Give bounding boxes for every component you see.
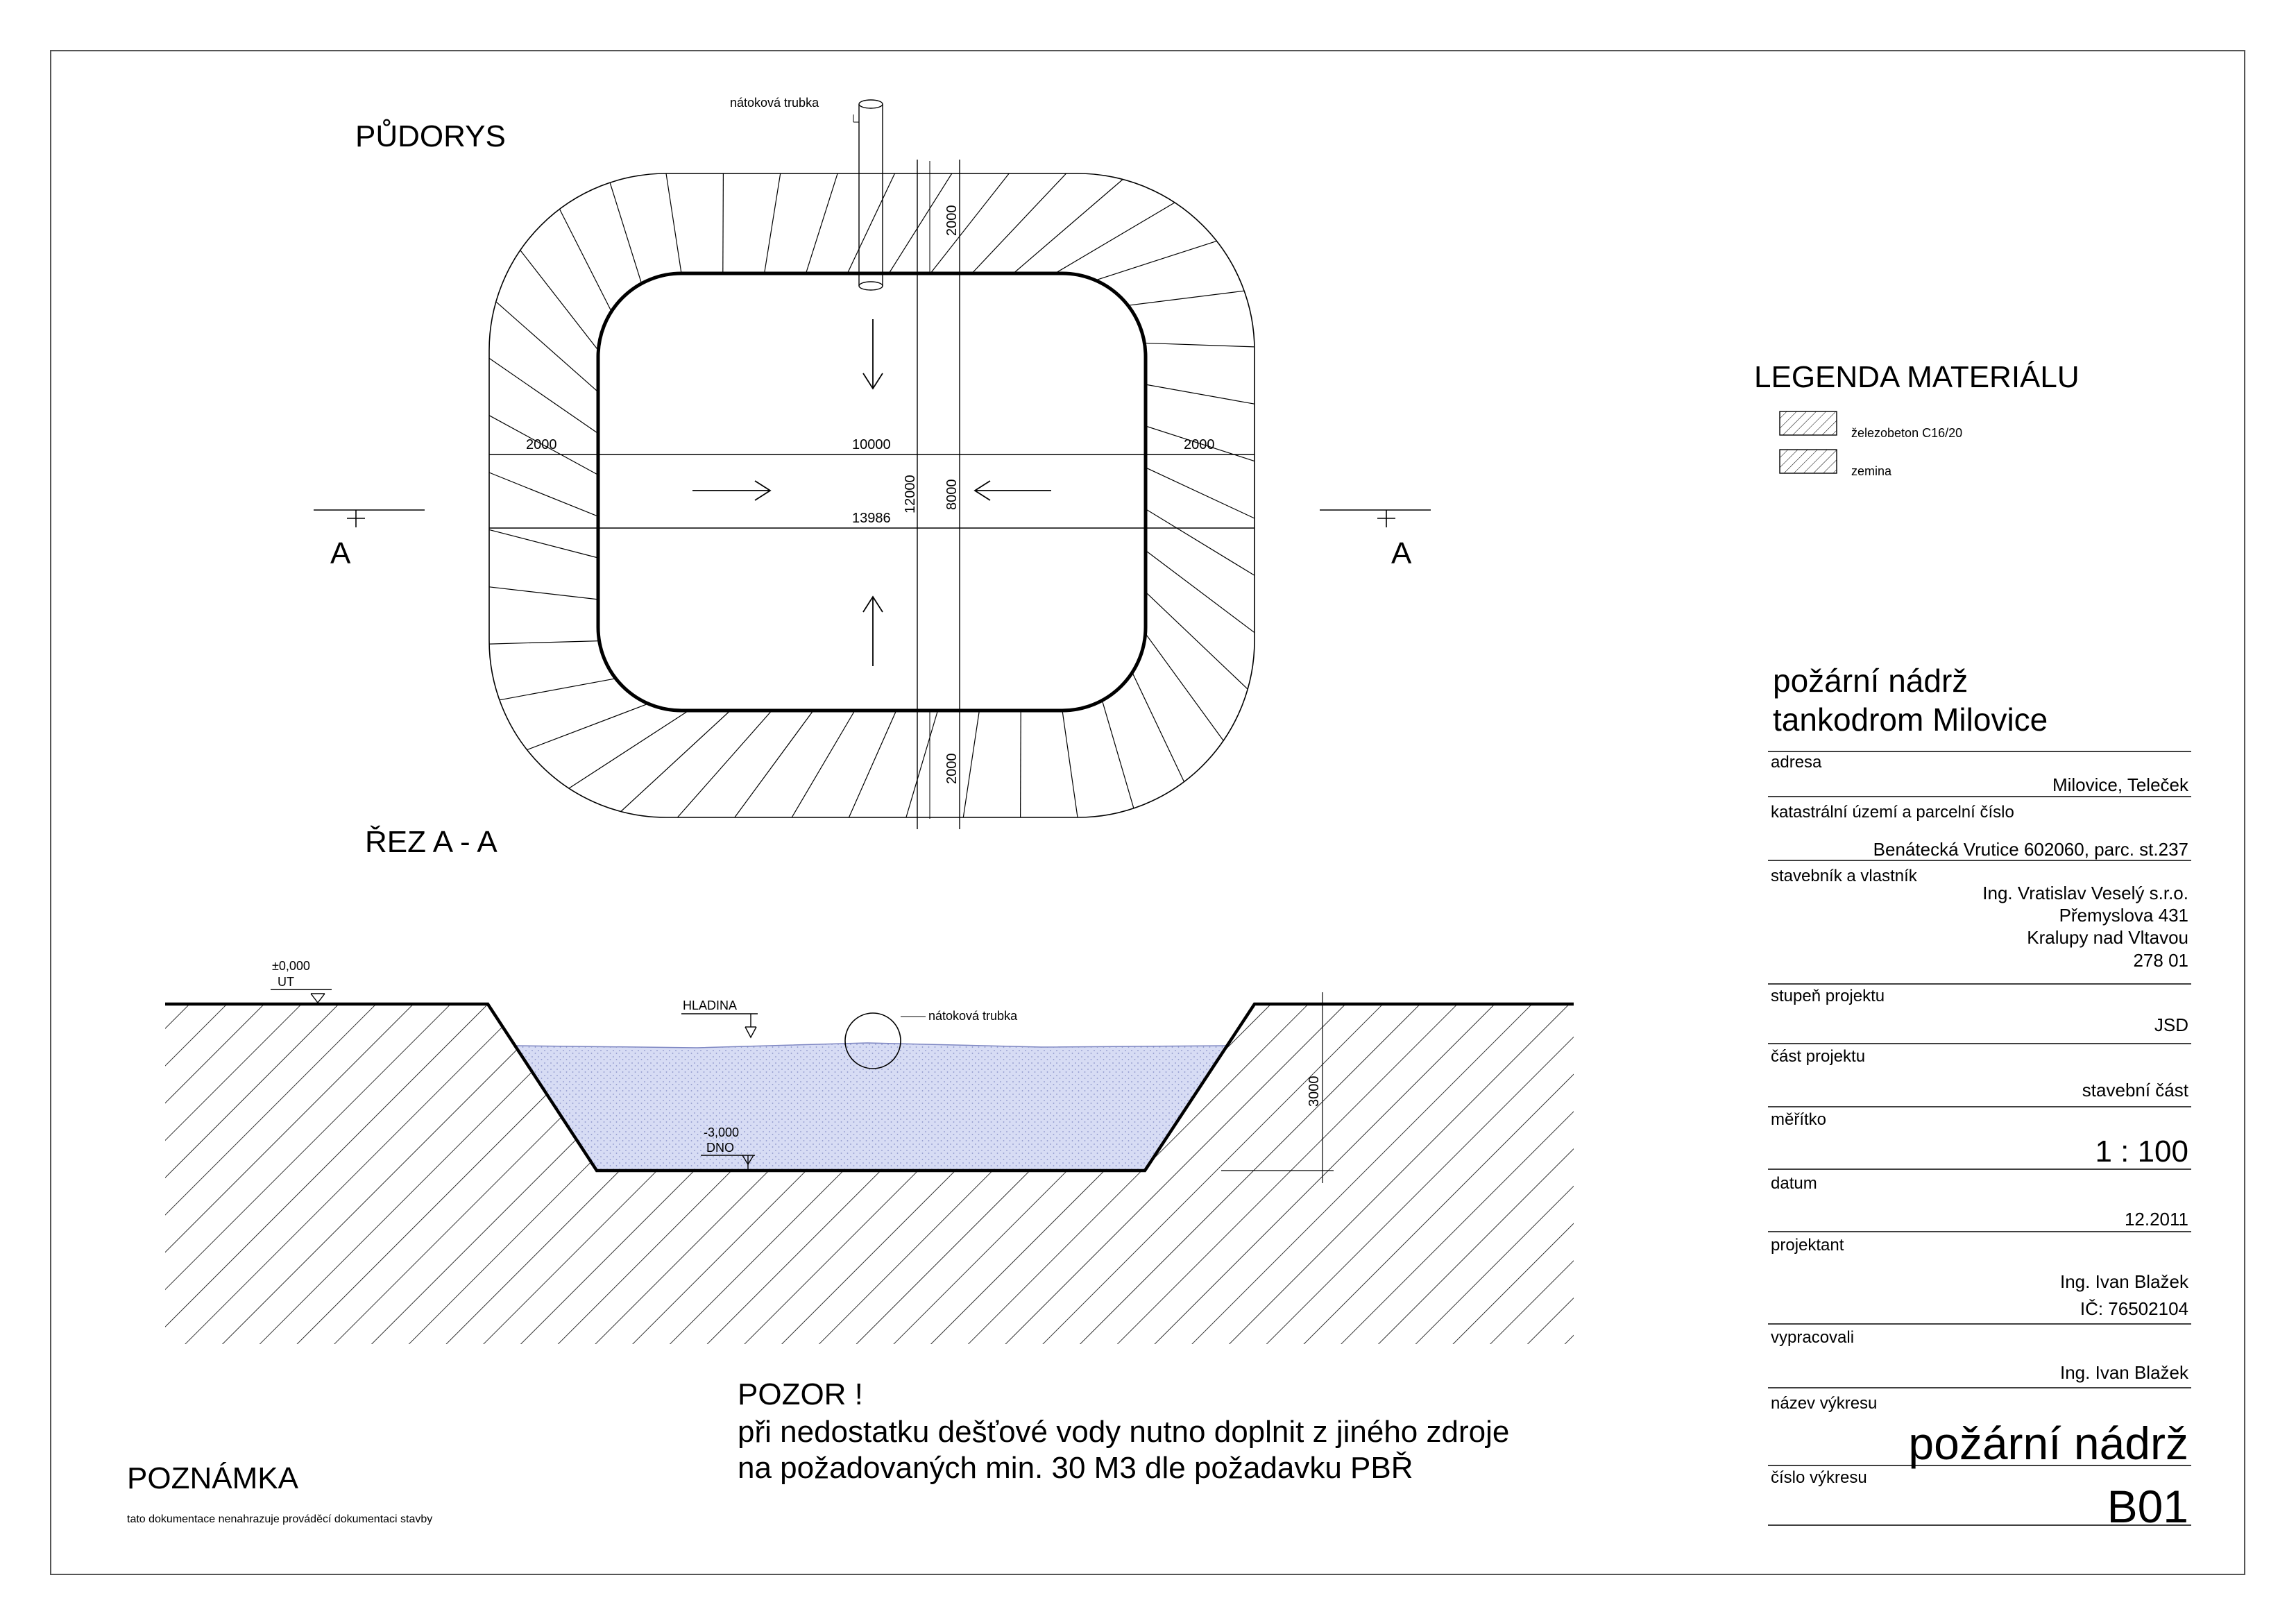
tb-address-value: Milovice, Teleček (2052, 774, 2188, 795)
section-water (515, 1043, 1227, 1171)
tb-drawing-no-label: číslo výkresu (1771, 1468, 1867, 1487)
slope-line (849, 711, 896, 817)
plan-dim-outer-width: 13986 (852, 511, 891, 526)
legend (1754, 360, 2080, 478)
slope-line (806, 173, 838, 273)
tb-designer-label: projektant (1771, 1236, 1844, 1255)
tb-owner-line-3: Kralupy nad Vltavou (2027, 927, 2188, 948)
slope-line (1055, 203, 1175, 273)
slope-line (963, 711, 979, 817)
tb-cadastre-value: Benátecká Vrutice 602060, parc. st.237 (1873, 839, 2188, 860)
slope-line (1102, 700, 1134, 808)
warning-title: POZOR ! (738, 1377, 863, 1411)
warning-line-2: na požadovaných min. 30 M3 dle požadavku PBŘ (738, 1451, 1413, 1485)
tb-stage-value: JSD (2154, 1014, 2188, 1035)
level-top-value: ±0,000 (272, 959, 310, 973)
tb-owner-label: stavebník a vlastník (1771, 867, 1917, 885)
section-title: ŘEZ A - A (365, 825, 498, 859)
slope-line (500, 679, 616, 700)
note-text: tato dokumentace nenahrazuje prováděcí dokumentaci stavby (127, 1513, 433, 1525)
tb-part-label: část projektu (1771, 1047, 1866, 1066)
level-marker-top (271, 989, 332, 1003)
section-view (165, 825, 1574, 1344)
slope-line (677, 711, 772, 817)
plan-dim-inner-height: 12000 (903, 475, 918, 513)
section-mark-right-letter: A (1391, 536, 1412, 570)
slope-line (496, 302, 598, 392)
plan-dim-depth: 8000 (944, 479, 960, 510)
plan-dim-left-wall: 2000 (526, 437, 557, 452)
slope-line (489, 473, 598, 516)
project-title-line-2: tankodrom Milovice (1773, 702, 2048, 738)
plan-dim-bottom-wall: 2000 (944, 753, 960, 784)
plan-pipe-label: nátoková trubka (730, 96, 819, 110)
tb-date-label: datum (1771, 1174, 1817, 1193)
slope-line (723, 173, 724, 273)
slope-line (560, 209, 612, 312)
section-mark-left (314, 510, 425, 527)
slope-line (621, 711, 731, 812)
slope-line (1146, 384, 1255, 404)
slope-line (1132, 672, 1184, 782)
tb-scale-value: 1 : 100 (2095, 1135, 2188, 1169)
tb-address-label: adresa (1771, 753, 1822, 772)
warning-line-1: při nedostatku dešťové vody nutno doplnit z jiného zdroje (738, 1415, 1510, 1449)
plan-title: PŮDORYS (355, 119, 506, 153)
slope-line (1144, 343, 1255, 347)
section-pipe-label: nátoková trubka (928, 1009, 1018, 1023)
note-title: POZNÁMKA (127, 1461, 298, 1495)
plan-dim-top-wall: 2000 (944, 205, 960, 236)
slope-line (610, 182, 642, 283)
legend-swatch-concrete (1780, 411, 1837, 435)
plan-slope-lines (489, 173, 1255, 817)
level-top-label: UT (278, 975, 294, 989)
slope-line (1062, 711, 1078, 817)
slope-line (1146, 592, 1248, 689)
slope-line (1014, 180, 1123, 274)
tb-part-value: stavební část (2082, 1080, 2188, 1101)
tb-cadastre-label: katastrální území a parcelní číslo (1771, 803, 2014, 822)
slope-line (527, 704, 649, 750)
slope-line (972, 173, 1066, 273)
tb-owner-line-1: Ing. Vratislav Veselý s.r.o. (1982, 883, 2188, 903)
plan-dim-inner-width: 10000 (852, 437, 891, 452)
legend-item-soil: zemina (1851, 464, 1892, 478)
note-block (127, 1461, 432, 1525)
slope-line (1146, 509, 1255, 576)
tb-owner-line-4: 278 01 (2133, 950, 2188, 971)
plan-flow-arrows (692, 319, 1051, 666)
water-level-label: HLADINA (683, 999, 738, 1012)
slope-line (847, 173, 894, 273)
slope-line (569, 711, 689, 788)
section-mark-left-letter: A (330, 536, 351, 570)
slope-line (489, 641, 599, 645)
slope-line (1146, 550, 1255, 632)
title-block (1768, 663, 2191, 1532)
tb-drawing-name-label: název výkresu (1771, 1394, 1878, 1413)
slope-line (520, 250, 599, 350)
plan-view (314, 96, 1431, 829)
slope-line (906, 711, 938, 817)
slope-line (1146, 468, 1255, 518)
slope-line (765, 173, 781, 273)
bottom-level-label: DNO (706, 1141, 734, 1155)
tb-prepared-label: vypracovali (1771, 1328, 1855, 1347)
slope-line (1096, 241, 1217, 280)
legend-swatch-soil (1780, 450, 1837, 473)
tb-owner-line-2: Přemyslova 431 (2059, 905, 2188, 926)
tb-date-value: 12.2011 (2124, 1209, 2188, 1230)
tb-stage-label: stupeň projektu (1771, 987, 1885, 1005)
project-title-line-1: požární nádrž (1773, 663, 1968, 699)
plan-inlet-pipe (853, 100, 883, 290)
legend-title: LEGENDA MATERIÁLU (1754, 360, 2080, 394)
tb-scale-label: měřítko (1771, 1110, 1827, 1129)
tb-drawing-name-value: požární nádrž (1908, 1418, 2188, 1469)
warning-block (738, 1377, 1509, 1485)
slope-line (666, 173, 681, 273)
plan-inner-outline (598, 273, 1146, 711)
tb-drawing-no-value: B01 (2107, 1481, 2188, 1532)
slope-line (489, 529, 598, 558)
tb-prepared-value: Ing. Ivan Blažek (2060, 1362, 2188, 1383)
slope-line (489, 358, 598, 433)
plan-dim-right-wall: 2000 (1184, 437, 1215, 452)
tb-designer-id: IČ: 76502104 (2080, 1298, 2188, 1319)
legend-item-concrete: železobeton C16/20 (1851, 426, 1963, 440)
slope-line (1128, 291, 1245, 305)
section-mark-right (1320, 510, 1431, 527)
depth-dim-label: 3000 (1307, 1076, 1322, 1107)
level-marker-water (681, 1014, 758, 1037)
tb-designer-name: Ing. Ivan Blažek (2060, 1271, 2188, 1292)
slope-line (489, 587, 598, 600)
bottom-level-value: -3,000 (704, 1125, 740, 1139)
